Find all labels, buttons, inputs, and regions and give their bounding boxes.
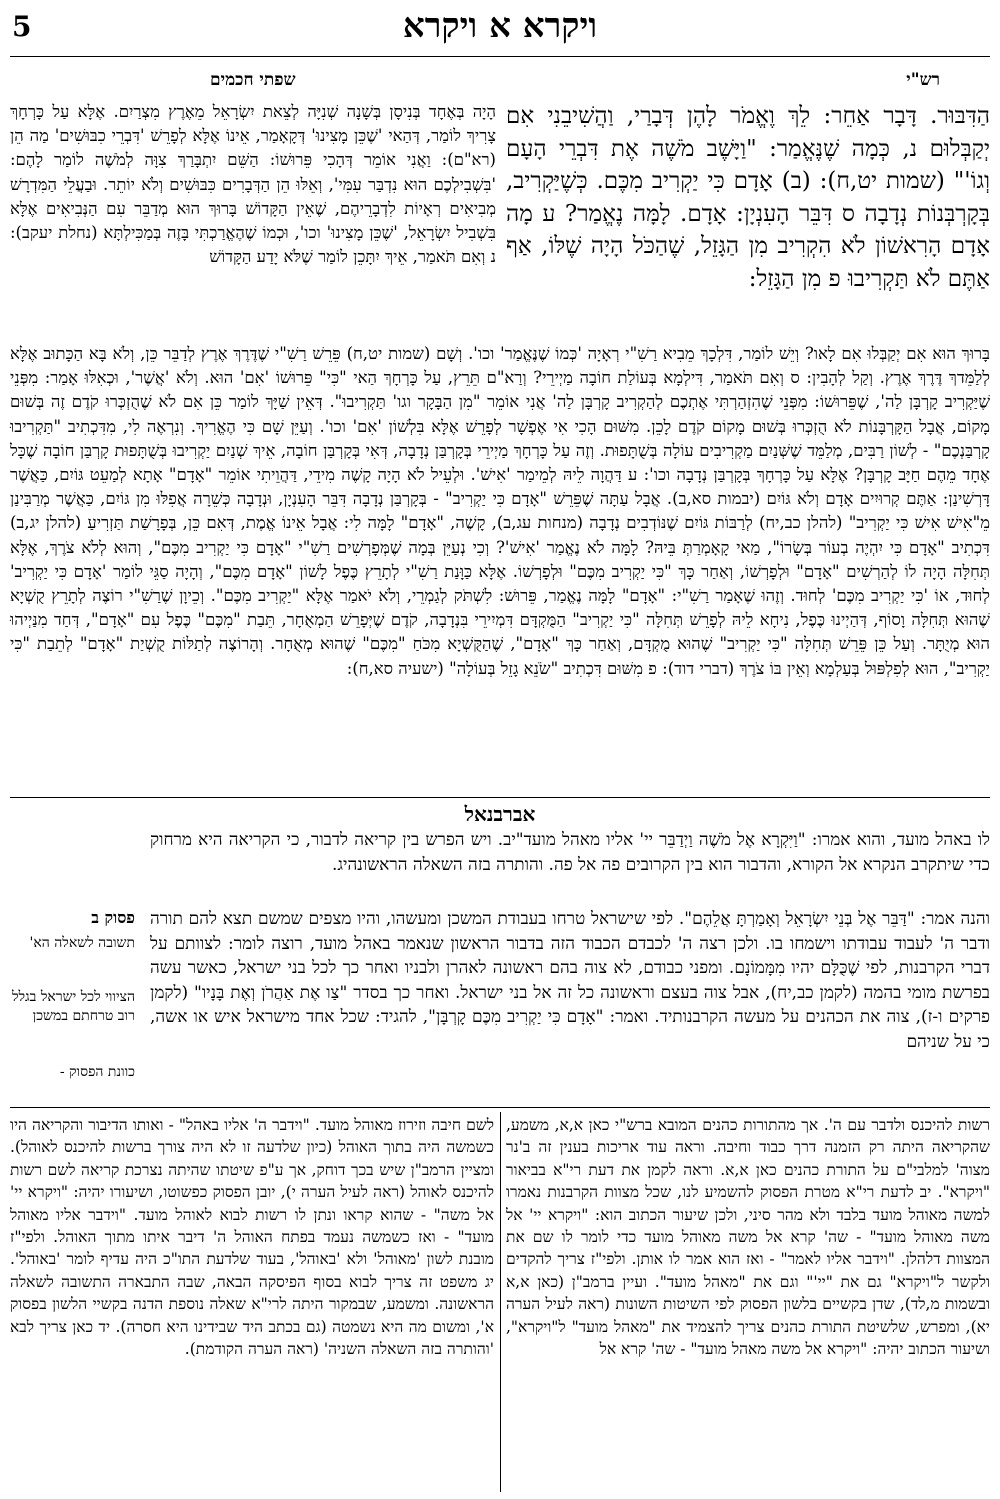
abarbanel-paragraph-2: והנה אמר: "דַּבֵּר אֶל בְּנֵי יִשְׂרָאֵל וְאָמַרְתָּ אֲלֵהֶם". לפי שישראל טרחו בעבודת המשכן ומעשהו, והיו מצפים שמשם תצא להם תורה ודבר ה' לעבוד עבודתו וישמחו בו. ולכן רצה ה' לכבדם הכבוד הזה בדבור הראשון שנאמר באהל מועד, רוצה לומר: לצוותם על דברי הקרבנות, לפי שֶׁכֻּלָּם יהיו מִמָּמוֹנָם. ומפני כבודם, לא צוה בהם ראשונה לאהרן ולבניו ואחר כך לכל בני ישראל, כאשר עשה בפרשת מומי בהמה (לקמן כב,יח), אבל צוה בעצם וראשונה כל זה אל בני ישראל. ואחר כך בסדר "צַו אֶת אַהֲרֹן וְאֶת בָּנָיו" (לקמן פרקים ו-ז), צוה את הכהנים על מעשה הקרבנותיד. ואמר: "אָדָם כִּי יַקְרִיב מִכֶּם קָרְבָּן", להגיד: שכל אחד מישראל איש או אשה, כי על שניהם [150, 909, 990, 1052]
section-divider [10, 797, 990, 798]
rashi-heading: רש"י [906, 70, 940, 90]
siftei-commentary-column: הָיָה בְּאֶחָד בְּנִיסָן בְּשָׁנָה שְׁנִיָּה לְצֵאת יִשְׂרָאֵל מֵאֶרֶץ מִצְרַיִם. אֶלָּא עַל כָּרְחָךְ צָרִיךְ לוֹמַר, דְּהַאי 'שֶׁכֵּן מָצִינוּ' דְּקָאָמַר, אֵינוֹ אֶלָּא לְפָרֵשׁ 'דִּבְרֵי כִבּוּשִׁים' מַה הֵן (רא"ם): וַאֲנִי אוֹמֵר דְּהָכִי פֵּרוּשׁוֹ: הַשֵּׁם יִתְבָּרַךְ צִוָּה לְמֹשֶׁה לוֹמַר לָהֶם: 'בִּשְׁבִילְכֶם הוּא נִדְבַּר עִמִּי', וְאֵלּוּ הֵן הַדְּבָרִים כִּבּוּשִׁים וְלֹא יוֹתֵר. וּבַעֲלֵי הַמִּדְרָשׁ מְבִיאִים רְאָיוֹת לִדְבָרֵיהֶם, שֶׁאֵין הַקָּדוֹשׁ בָּרוּךְ הוּא מְדַבֵּר עִם הַנְּבִיאִים אֶלָּא בִּשְׁבִיל יִשְׂרָאֵל, 'שֶׁכֵּן מָצִינוּ' וכו', וּכְמוֹ שֶׁהֶאֱרַכְתִּי בָּזֶה בְּמַכִּילְתָּא (נחלת יעקב): נ וְאִם תֹּאמַר, אֵיךְ יִתָּכֵן לוֹמַר שֶׁלֹּא יָדַע הַקָּדוֹשׁ [10, 102, 496, 267]
siftei-commentary-continued: בָּרוּךְ הוּא אִם יְקַבְּלוּ אִם לָאו? וְיֵשׁ לוֹמַר, דִּלְכָךְ מֵבִיא רַשִׁ"י רְאָיָה 'כְּמוֹ שֶׁנֶּאֱמַר' וכו'. וְשָׁם (שמות יט,ח) פֵּרֵשׁ רַשִׁ"י שֶׁדֶּרֶךְ אֶרֶץ לְדַבֵּר כֵּן, וְלֹא בָּא הַכָּתוּב אֶלָּא לְלַמֵּדךְ דֶּרֶךְ אֶרֶץ. וְקַל לְהָבִין: ס וְאִם תֹּאמַר, דִּילְמָא בְּעוֹלַת חוֹבָה מַיְירֵי? וְרַא"ם תֵּרֵץ, עַל כָּרְחָךְ הַאי "כִּי" פֵּרוּשׁוֹ 'אִם' הוּא. וְלֹא 'אֲשֶׁר', וּכְאִלּוּ אָמַר: מִפְּנֵי שֶׁיַּקְרִיב קָרְבָּן לַה', שֶׁפֵּרוּשׁוֹ: מִפְּנֵי שֶׁהִזְהַרְתִּי אֶתְכֶם לְהַקְרִיב קָרְבָּן לַה' אֲנִי אוֹמֵר "מִן הַבָּקָר וגו' תַּקְרִיבוּ". דְּאֵין שַׁיָּךְ לוֹמַר כֵּן אִם לֹא שֶׁהֻזְכְּרוּ קֹדֶם זֶה בְּשׁוּם מָקוֹם, אֲבָל הַקָּרְבָּנוֹת לֹא הֻזְכְּרוּ בְּשׁוּם מָקוֹם קֹדֶם לָכֵן. מִשּׁוּם הָכִי אִי אֶפְשָׁר לְפָרֵשׁ אֶלָּא בִּלְשׁוֹן 'אִם' וכו'. וְעַיֵּן שָׁם כִּי הֶאֱרִיךְ. וְנִרְאֶה לִי, מִדִּכְתִיב "תַּקְרִיבוּ קָרְבַּנְכֶם" - לְשׁוֹן רַבִּים, מְלַמֵּד שֶׁשְּׁנַיִם מַקְרִיבִים עוֹלָה בְּשֻׁתָּפוּת. וְזֶה עַל כָּרְחָךְ מַיְירֵי בְּקָרְבַּן נְדָבָה, דְּאִי בְּקָרְבַּן חוֹבָה, אֵיךְ שְׁנַיִם יַקְרִיבוּ בְּשֻׁתָּפוּת קָרְבַּן חוֹבָה שֶׁכָּל אֶחָד מֵהֶם חַיָּב קָרְבָּן? אֶלָּא עַל כָּרְחָךְ בְּקָרְבַּן נְדָבָה וכו': ע דַּהֲוָה לֵיהּ לְמֵימַר 'אִישׁ'. וּלְעֵיל לֹא הָיָה קָשֶׁה מִידֵי, דַּהֲוֵיתִי אוֹמֵר "אָדָם" אָתָא לְמַעֵט גּוֹיִם, כַּאֲשֶׁר דָּרְשִׁינַן: אַתֶּם קְרוּיִים אָדָם וְלֹא גּוֹיִם (יבמות סא,ב). אֲבָל עַתָּה שֶׁפֵּרֵשׁ "אָדָם כִּי יַקְרִיב" - בְּקָרְבַּן נְדָבָה דִּבֵּר הָעִנְיָן, וּנְדָבָה כְּשֵׁרָה אֲפִלּוּ מִן גּוֹיִם, כַּאֲשֶׁר מְרַבִּינַן מֵ"אִישׁ אִישׁ כִּי יַקְרִיב" (להלן כב,יח) לְרַבּוֹת גּוֹיִם שֶׁנּוֹדְבִים נְדָבָה (מנחות עג,ב), קָשֶׁה, "אָדָם" לָמָּה לִי: אֲבָל אֵינוֹ אֱמֶת, דְּאִם כֵּן, בְּפָרָשַׁת תַּזְרִיעַ (להלן יג,ב) דִּכְתִיב "אָדָם כִּי יִהְיֶה בְעוֹר בְּשָׂרוֹ", מַאי קָאָמְרַתְּ בֵּיהּ? לָמָּה לֹא נֶאֱמַר 'אִישׁ'? וְכִי נְעַיֵּן בְּמָה שֶׁמְּפָרְשִׁים רַשִׁ"י "אָדָם כִּי יַקְרִיב מִכֶּם", וְהוּא לְלֹא צֹרֶךְ, אֶלָּא תְּחִלָּה הָיָה לוֹ לְהַרְשִׁים "אָדָם" וּלְפָרְשׁוֹ, וְאַחַר כָּךְ "כִּי יַקְרִיב מִכֶּם" וּלְפָרְשׁוֹ. אֶלָּא כַּוָּנַת רַשִׁ"י לְתָרֵץ כֶּפֶל לָשׁוֹן "אָדָם מִכֶּם", וְהָיָה סַגֵּי לוֹמַר 'אָדָם כִּי יַקְרִיב' לְחוּד, אוֹ 'כִּי יַקְרִיב מִכֶּם' לְחוּד. וְזֶהוּ שֶׁאָמַר רַשִׁ"י: "אָדָם" לָמָּה נֶאֱמַר, פֵּרוּשׁ: לִשְׁתֹּק לְגַמְרֵי, וְלֹא יֹאמַר אֶלָּא "יַקְרִיב מִכֶּם". וְכֵיוָן שֶׁרַשִׁ"י רוֹצֶה לְתָרֵץ קֻשְׁיָא שֶׁהוּא תְּחִלָּה וָסוֹף, דְּהַיְינוּ כֶּפֶל, נִיחָא לֵיהּ לְפָרֵשׁ תְּחִלָּה "כִּי יַקְרִיב" הַמֻּקְדָּם דִּמְיִירֵי בִּנְדָבָה, קֹדֶם שֶׁיְּפָרֵשׁ הַמְאֻחָר, תֵּבַת "מִכֶּם" כֶּפֶל עִם "אָדָם", דְּחַד מִנַּיְיהוּ הוּא מְיֻתָּר. וְעַל כֵּן פֵּרֵשׁ תְּחִלָּה "כִּי יַקְרִיב" שֶׁהוּא מֻקְדָּם, וְאַחַר כָּךְ "אָדָם", שֶׁהַקֻּשְׁיָא מִכֹּחַ "מִכֶּם" שֶׁהוּא מְאֻחָר. וְהָרוֹצֶה לְתַלּוֹת קֻשְׁיַת "אָדָם" לְתֵבַת "כִּי יַקְרִיב", הוּא לְפִלְפּוּל בְּעַלְמָא וְאֵין בּוֹ צֹרֶךְ (דברי דוד): פ מִשּׁוּם דִּכְתִיב "שֹׂנֵא גָזֵל בְּעוֹלָה" (ישעיה סא,ח): [10, 344, 990, 678]
abarbanel-paragraph-1: לו באהל מועד, והוא אמרו: "וַיִּקְרָא אֶל מֹשֶׁה וַיְדַבֵּר יי' אליו מאהל מועד"יב. ויש הפרש בין קריאה לדבור, כי הקריאה היא מרחוק כדי שיתקרב הנקרא אל הקורא, והדבור הוא בין הקרובים פה אל פה. והותרה בזה השאלה הראשונהיג. [150, 830, 991, 875]
footnotes-left-column: לשם חיבה וזירוז מאוהל מועד. "וידבר ה' אליו באהל" - ואותו הדיבור והקריאה היו כשמשה היה בתוך האוהל (כיון שלדעה זו לא היה צורך ברשות להיכנס לאוהל). ומציין הרמב"ן שיש בכך דוחק, אך ע"פ שיטתו שהיתה נצרכת קריאה לשם רשות להיכנס לאוהל (ראה לעיל הערה י), יובן הפסוק כפשוטו, ושיעורו יהיה: "ויקרא יי' אל משה" - שהוא קראו ונתן לו רשות לבוא לאוהל מועד. "וידבר אליו מאוהל מועד" - ואז כשמשה נעמד בפתח האוהל ה' דיבר איתו מתוך האוהל. ולפי"ז מובנת לשון 'מאוהל' ולא 'באוהל', בעוד שלדעת התו"כ היה עדיף לומר 'באוהל'. יג משפט זה צריך לבוא בסוף הפיסקה הבאה, שבה התבארה התשובה לשאלה הראשונה. ומשמע, שבמקור היתה לרי"א שאלה נוספת הדנה בקשיי הלשון בפסוק א', ומשום מה היא נשמטה (גם בכתב היד שבידינו היא חסרה). יד כאן צריך לבא 'והותרה בזה השאלה השניה' (ראה הערה הקודמת). [10, 1116, 494, 1359]
rashi-commentary: הַדִּבּוּר. דָּבָר אַחֵר: לֵךְ וֶאֱמֹר לָהֶן דְּבָרַי, וַהֲשִׁיבֵנִי אִם יְקַבְּלוּם נ, כְּמָה שֶׁנֶּאֱמַר: "וַיָּשֶׁב מֹשֶׁה אֶת דִּבְרֵי הָעָם וְגוֹ'" (שמות יט,ח): (ב) אָדָם כִּי יַקְרִיב מִכֶּם. כְּשֶׁיַּקְרִיב, בְּקָרְבְּנוֹת נְדָבָה ס דִּבֵּר הָעִנְיָן: אָדָם. לָמָּה נֶאֱמַר? ע מָה אָדָם הָרִאשׁוֹן לֹא הִקְרִיב מִן הַגָּזֵל, שֶׁהַכֹּל הָיָה שֶׁלּוֹ, אַף אַתֶּם לֹא תַּקְרִיבוּ פ מִן הַגָּזֵל: [506, 103, 990, 292]
page-title: ויקרא א ויקרא [402, 6, 598, 46]
header-divider [10, 56, 990, 57]
siftei-heading: שפתי חכמים [210, 70, 296, 90]
abarbanel-heading: אברבנאל [464, 802, 536, 826]
footnotes-divider [10, 1107, 990, 1108]
margin-note: תשובה לשאלה הא' [29, 935, 135, 951]
footnotes-right-column: רשות להיכנס ולדבר עם ה'. אך מהתורות כהנים המובא ברש"י כאן א,א, משמע, שהקריאה היתה רק הזמנה דרך כבוד וחיבה. וראה עוד אריכות בענין זה ב'נר מצוה' למלבי"ם על התורת כהנים כאן א,א. וראה לקמן את דעת רי"א בביאור "ויקרא". יב לדעת רי"א מטרת הפסוק להשמיע לנו, שכל מצוות הקרבנות נאמרו למשה מאוהל מועד בלבד ולא מהר סיני, ולכן שיעור הכתוב הוא: "ויקרא יי' אל משה מאוהל מועד" - שה' קרא אל משה מאוהל מועד כדי לומר לו שם את המצוות דלהלן. "וידבר אליו לאמר" - ואז הוא אמר לו אותן. ולפי"ז צריך להקדים ולקשר ל"ויקרא" גם את "יי'" וגם את "מאהל מועד". ועיין ברמב"ן (כאן א,א ובשמות מ,לד), שדן בקשיים בלשון הפסוק לפי השיטות השונות (ראה לעיל הערה יא), ומפרש, שלשיטת התורת כהנים צריך להצמיד את "מאהל מועד" ל"ויקרא", ושיעור הכתוב יהיה: "ויקרא אל משה מאהל מועד" - שה' קרא אל [506, 1116, 990, 1359]
page-number: 5 [12, 10, 32, 43]
margin-note: הציווי לכל ישראל בגלל רוב טרחתם במשכן [11, 989, 135, 1024]
margin-verse-heading: פסוק ב [91, 908, 135, 927]
margin-note: כוונת הפסוק - [59, 1064, 135, 1080]
footnotes-column-divider [500, 1112, 501, 1492]
